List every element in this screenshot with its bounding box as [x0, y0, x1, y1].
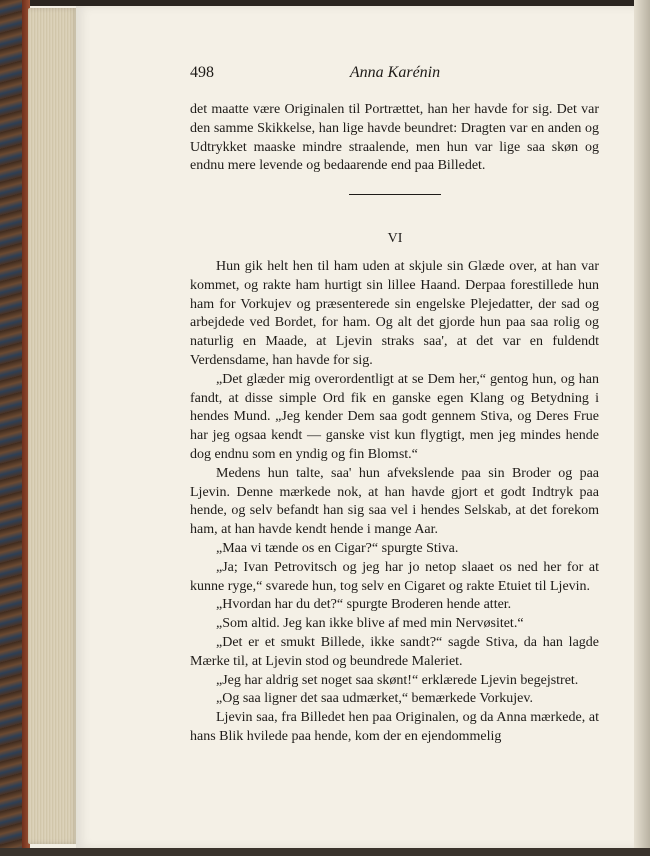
- chapter-text: [190, 258, 599, 747]
- page-header: [190, 64, 600, 86]
- running-title: Anna Karénin: [349, 64, 441, 81]
- paragraph: „Jeg har aldrig set noget saa skønt!“ erklærede Ljevin begejstret.: [216, 672, 579, 688]
- paragraph: „Det er et smukt Billede, ikke sandt?“ sagde Stiva, da han lagde Mærke til, at Ljevin stod og beundrede Maleriet.: [190, 634, 599, 669]
- opening-paragraph: det maatte være Originalen til Portrættet, han her havde for sig. Det var den samme Skikkelse, han lige havde beundret: Dragten var en anden og Udtrykket maaske mindre straalende, men hun var lige saa skøn og endnu mere levende og bedaarende end paa Billedet.: [190, 102, 599, 174]
- chapter-heading: VI: [387, 231, 403, 246]
- paragraph: „Og saa ligner det saa udmærket,“ bemærkede Vorkujev.: [216, 691, 533, 707]
- paragraph: „Som altid. Jeg kan ikke blive af med min Nervøsitet.“: [216, 616, 524, 632]
- paragraph: „Det glæder mig overordentligt at se Dem her,“ gentog hun, og han fandt, at disse simple Ord fik en ganske egen Klang og Betydning i hendes Mund. „Jeg kender Dem saa godt gennem Stiva, og Deres Frue har jeg ogsaa kendt — ganske vist kun flygtigt, men jeg mindes hende dog endnu som en yndig og fin Blomst.“: [190, 371, 599, 462]
- paragraph: Hun gik helt hen til ham uden at skjule sin Glæde over, at han var kommet, og rakte ham hurtigt sin lillee Haand. Derpaa forestillede hun ham for Vorkujev og præsenterede sin engelske Plejedatter, der sad og arbejdede ved Bordet, for ham. Og alt det gjorde hun paa saa rolig og naturlig en Maade, at Ljevin straks saa', at det var en fuldendt Verdensdame, han havde for sig.: [190, 259, 599, 368]
- right-page-shadow: [634, 0, 650, 856]
- bottom-shadow: [0, 848, 650, 856]
- section-divider: [349, 194, 441, 195]
- paragraph: „Hvordan har du det?“ spurgte Broderen hende atter.: [216, 597, 512, 613]
- paragraph: Medens hun talte, saa' hun afvekslende paa sin Broder og paa Ljevin. Denne mærkede nok, at han havde gjort et godt Indtryk paa hende, og selv befandt han sig saa vel i hendes Selskab, at det forekom ham, at han havde kendt hende i mange Aar.: [190, 465, 599, 538]
- page-number: 498: [190, 64, 214, 81]
- paragraph: Ljevin saa, fra Billedet hen paa Originalen, og da Anna mærkede, at hans Blik hvilede paa hende, kom der en ejendommelig: [190, 710, 599, 744]
- paragraph: „Maa vi tænde os en Cigar?“ spurgte Stiva.: [216, 540, 459, 556]
- page-edges: [28, 8, 78, 844]
- opening-paragraph-block: [190, 101, 599, 176]
- paragraph: „Ja; Ivan Petrovitsch og jeg har jo netop slaaet os ned her for at kunne ryge,“ svarede hun, tog selv en Cigaret og rakte Etuiet til Ljevin.: [190, 559, 599, 594]
